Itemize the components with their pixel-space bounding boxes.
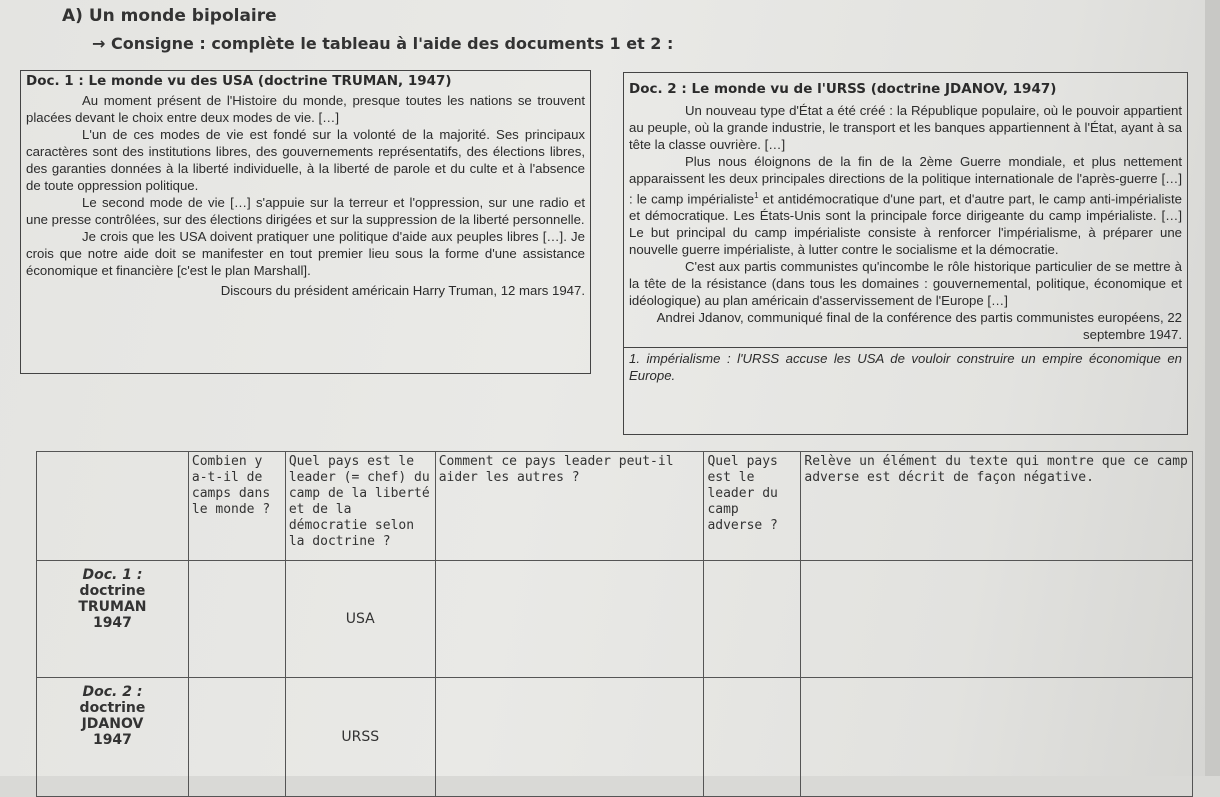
doc1-paragraph: Le second mode de vie […] s'appuie sur la terreur et l'oppression, sur une radio et une presse contrôlées, sur des élections dirigées et sur la suppression de la liberté personnelle. bbox=[26, 195, 585, 227]
doc2-paragraph-part: et antidémocratique d'une part, et d'autre part, le camp anti-impérialiste et démocratique. Les États-Unis sont la principale force dirigeante du camp impérialiste. […] Le but principal du camp impérialiste consiste à renforcer l'impérialisme, à préparer une nouvelle guerre impérialiste, à lutter contre le socialisme et la démocratie. bbox=[629, 191, 1182, 258]
header-cell: Combien y a-t-il de camps dans le monde ? bbox=[188, 452, 285, 561]
leader-cell: USA bbox=[285, 561, 435, 678]
section-title: A) Un monde bipolaire bbox=[62, 6, 277, 26]
header-cell: Comment ce pays leader peut-il aider les autres ? bbox=[435, 452, 704, 561]
row-label-name: TRUMAN bbox=[78, 599, 147, 615]
doc2-paragraph: Un nouveau type d'État a été créé : la République populaire, où le pouvoir appartient au peuple, où la grande industrie, le transport et les banques appartiennent à l'État, ayant à sa tête la classe ouvrière. […] bbox=[629, 103, 1182, 152]
doc2-paragraph: C'est aux partis communistes qu'incombe le rôle historique particulier de se mettre à la tête de la résistance (dans tous les domaines : gouvernemental, politique, économique et idéologique) au plan américain d'asservissement de l'Europe […] bbox=[629, 259, 1182, 309]
answer-cell-negative-element[interactable] bbox=[801, 561, 1193, 678]
table-row bbox=[37, 561, 1193, 678]
row-label-doctrine: doctrine bbox=[79, 700, 146, 716]
doc1-paragraph: Au moment présent de l'Histoire du monde, presque toutes les nations se trouvent placées devant le choix entre deux modes de vie. […] bbox=[26, 93, 585, 125]
leader-cell: URSS bbox=[285, 678, 435, 797]
instruction: → Consigne : complète le tableau à l'aide des documents 1 et 2 : bbox=[92, 34, 674, 53]
answer-table bbox=[36, 451, 1193, 797]
answer-cell-camps[interactable] bbox=[188, 678, 285, 797]
answer-cell-aid[interactable] bbox=[435, 678, 704, 797]
row-label-doctrine: doctrine bbox=[79, 583, 146, 599]
answer-cell-adverse-leader[interactable] bbox=[704, 561, 801, 678]
row-label-name: JDANOV bbox=[81, 716, 144, 732]
table-header-row bbox=[37, 452, 1193, 561]
answer-cell-adverse-leader[interactable] bbox=[704, 678, 801, 797]
table-row bbox=[37, 678, 1193, 797]
document-1 bbox=[20, 70, 591, 374]
doc2-footnote: 1. impérialisme : l'URSS accuse les USA de vouloir construire un empire économique en Europe. bbox=[624, 347, 1187, 386]
doc2-source: Andrei Jdanov, communiqué final de la conférence des partis communistes européens, 22 septembre 1947. bbox=[656, 310, 1182, 343]
row-label-doc: Doc. 1 : bbox=[82, 567, 143, 583]
answer-cell-negative-element[interactable] bbox=[801, 678, 1193, 797]
doc1-paragraph: L'un de ces modes de vie est fondé sur la volonté de la majorité. Ses principaux caractères sont des institutions libres, des gouvernements représentatifs, des élections libres, des garanties données à la liberté individuelle, à la liberté de parole et du culte et à l'absence de toute oppression politique. bbox=[26, 127, 585, 193]
row-label-doc: Doc. 2 : bbox=[82, 684, 143, 700]
row-label-cell bbox=[37, 561, 189, 678]
row-label-cell bbox=[37, 678, 189, 797]
doc1-source: Discours du président américain Harry Truman, 12 mars 1947. bbox=[220, 283, 585, 298]
footnote-mark: 1 bbox=[754, 191, 759, 200]
doc1-title: Doc. 1 : Le monde vu des USA (doctrine TRUMAN, 1947) bbox=[26, 73, 452, 89]
doc1-paragraph: Je crois que les USA doivent pratiquer une politique d'aide aux peuples libres […]. Je crois que notre aide doit se manifester en tout premier lieu sous la forme d'une assistance économique et financière [c'est le plan Marshall]. bbox=[26, 229, 585, 278]
header-cell: Relève un élément du texte qui montre que ce camp adverse est décrit de façon négative. bbox=[801, 452, 1193, 561]
document-2 bbox=[623, 72, 1188, 435]
header-cell: Quel pays est le leader du camp adverse ? bbox=[704, 452, 801, 561]
header-cell-empty bbox=[37, 452, 189, 561]
row-label-year: 1947 bbox=[92, 615, 132, 631]
page-edge bbox=[1205, 0, 1220, 776]
answer-cell-camps[interactable] bbox=[188, 561, 285, 678]
doc2-paragraph bbox=[629, 153, 1182, 258]
header-cell: Quel pays est le leader (= chef) du camp de la liberté et de la démocratie selon la doctrine ? bbox=[285, 452, 435, 561]
answer-cell-aid[interactable] bbox=[435, 561, 704, 678]
doc2-paragraph-part: Plus nous éloignons de la fin de la 2ème Guerre mondiale, et plus nettement apparaissent les deux principales directions de la politique internationale de l'après-guerre […] : le camp impérialiste bbox=[629, 154, 1182, 207]
doc2-title: Doc. 2 : Le monde vu de l'URSS (doctrine JDANOV, 1947) bbox=[629, 81, 1057, 97]
row-label-year: 1947 bbox=[92, 732, 132, 748]
